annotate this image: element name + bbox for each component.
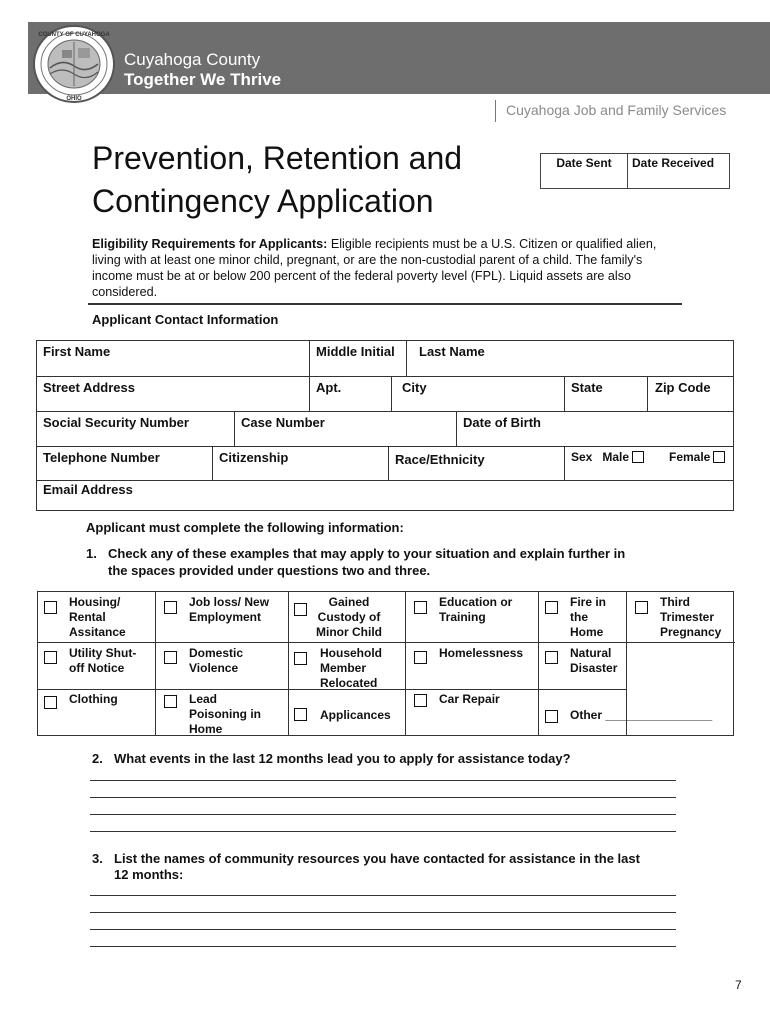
female-label: Female <box>669 450 711 464</box>
contact-row-phone <box>37 447 733 481</box>
date-of-birth-field[interactable]: Date of Birth <box>456 412 733 446</box>
eligibility-text: Eligible recipients must be a U.S. Citizen or qualified alien, living with at least one minor child, pregnant, or are the non-custodial parent of a child. The family's income must be at or below 200 percent of the federal poverty level (FPL). Liquid assets are also considered. <box>92 237 657 299</box>
seal-top-text: COUNTY OF CUYAHOGA <box>38 32 110 38</box>
education-label: Education or Training <box>439 595 513 624</box>
sex-field <box>564 447 733 480</box>
contact-info-table <box>36 340 734 511</box>
case-number-field[interactable]: Case Number <box>234 412 456 446</box>
q2-text: What events in the last 12 months lead you to apply for assistance today? <box>114 751 571 766</box>
grid-line <box>405 592 406 735</box>
race-ethnicity-field[interactable]: Race/Ethnicity <box>388 447 564 480</box>
q2-answer-line[interactable] <box>90 831 676 832</box>
telephone-field[interactable]: Telephone Number <box>43 450 160 465</box>
q2-number: 2. <box>92 751 103 766</box>
email-address-field[interactable]: Email Address <box>43 482 133 497</box>
lead-label: Lead Poisoning in Home <box>189 692 261 736</box>
car-repair-label: Car Repair <box>439 692 500 706</box>
grid-line <box>155 592 156 735</box>
female-checkbox[interactable] <box>713 451 725 463</box>
homelessness-checkbox[interactable] <box>414 651 427 664</box>
page-title-line-2: Contingency Application <box>92 183 434 219</box>
county-seal-logo <box>30 24 126 104</box>
pregnancy-checkbox[interactable] <box>635 601 648 614</box>
job-loss-checkbox[interactable] <box>164 601 177 614</box>
q1-text-line-1: Check any of these examples that may apply to your situation and explain further in <box>108 546 626 561</box>
contact-row-name <box>37 341 733 377</box>
domestic-violence-checkbox[interactable] <box>164 651 177 664</box>
utility-checkbox[interactable] <box>44 651 57 664</box>
q1-text-line-2: the spaces provided under questions two and three. <box>108 563 431 578</box>
grid-line <box>538 592 539 735</box>
grid-line <box>38 642 735 643</box>
domestic-violence-label: Domestic Violence <box>189 646 244 675</box>
seal-bottom-text: OHIO <box>66 96 82 102</box>
question-3 <box>92 851 682 883</box>
q3-answer-line[interactable] <box>90 912 676 913</box>
housing-label: Housing/ Rental Assitance <box>69 595 126 639</box>
utility-label: Utility Shut- off Notice <box>69 646 137 675</box>
clothing-checkbox[interactable] <box>44 696 57 709</box>
disaster-checkbox[interactable] <box>545 651 558 664</box>
relocated-label: Household Member Relocated <box>320 646 382 690</box>
sex-label: Sex <box>571 450 593 464</box>
org-name: Cuyahoga County <box>124 50 261 69</box>
other-checkbox[interactable] <box>545 710 558 723</box>
first-name-field[interactable]: First Name <box>43 344 111 359</box>
eligibility-label: Eligibility Requirements for Applicants: <box>92 237 328 251</box>
department-name: Cuyahoga Job and Family Services <box>506 102 727 118</box>
ssn-field[interactable]: Social Security Number <box>43 415 189 430</box>
q3-number: 3. <box>92 851 103 866</box>
middle-initial-field[interactable]: Middle Initial <box>309 341 406 376</box>
state-field[interactable]: State <box>564 377 647 411</box>
question-2 <box>92 751 571 766</box>
relocated-checkbox[interactable] <box>294 652 307 665</box>
homelessness-label: Homelessness <box>439 646 524 660</box>
grid-line <box>288 592 289 735</box>
housing-checkbox[interactable] <box>44 601 57 614</box>
q3-answer-line[interactable] <box>90 946 676 947</box>
zip-code-field[interactable]: Zip Code <box>647 377 733 411</box>
apt-field[interactable]: Apt. <box>309 377 391 411</box>
org-tagline: Together We Thrive <box>124 70 282 89</box>
city-field[interactable]: City <box>391 377 564 411</box>
pregnancy-label: Third Trimester Pregnancy <box>660 595 722 639</box>
contact-row-identity <box>37 412 733 447</box>
appliances-label: Applicances <box>320 708 391 722</box>
q1-number: 1. <box>86 546 97 561</box>
job-loss-label: Job loss/ New Employment <box>189 595 270 624</box>
contact-section-heading: Applicant Contact Information <box>92 312 279 327</box>
disaster-label: Natural Disaster <box>570 646 618 675</box>
q3-text-line-1: List the names of community resources you have contacted for assistance in the last <box>114 851 640 866</box>
street-address-field[interactable]: Street Address <box>43 380 135 395</box>
dept-divider <box>495 100 496 122</box>
q3-answer-line[interactable] <box>90 929 676 930</box>
page-number: 7 <box>735 978 742 992</box>
citizenship-field[interactable]: Citizenship <box>212 447 388 480</box>
clothing-label: Clothing <box>69 692 118 706</box>
lead-checkbox[interactable] <box>164 695 177 708</box>
fire-label: Fire in the Home <box>570 595 607 639</box>
q2-answer-line[interactable] <box>90 797 676 798</box>
office-date-boxes <box>540 153 730 189</box>
eligibility-requirements <box>92 236 682 300</box>
fire-checkbox[interactable] <box>545 601 558 614</box>
question-1 <box>86 545 686 579</box>
car-repair-checkbox[interactable] <box>414 694 427 707</box>
date-sent-field[interactable]: Date Sent <box>541 154 628 188</box>
situations-checklist <box>37 591 734 736</box>
section-divider <box>88 303 682 305</box>
page-title-line-1: Prevention, Retention and <box>92 140 463 176</box>
appliances-checkbox[interactable] <box>294 708 307 721</box>
custody-checkbox[interactable] <box>294 603 307 616</box>
male-label: Male <box>602 450 630 464</box>
q2-answer-line[interactable] <box>90 780 676 781</box>
q3-text-line-2: 12 months: <box>114 867 184 882</box>
education-checkbox[interactable] <box>414 601 427 614</box>
male-checkbox[interactable] <box>632 451 644 463</box>
q3-answer-line[interactable] <box>90 895 676 896</box>
date-received-field[interactable]: Date Received <box>632 156 715 170</box>
contact-row-address <box>37 377 733 412</box>
last-name-field[interactable]: Last Name <box>406 341 733 376</box>
custody-label: Gained Custody of Minor Child <box>316 595 382 639</box>
q2-answer-line[interactable] <box>90 814 676 815</box>
other-label: Other ________________ <box>570 708 713 722</box>
contact-row-email <box>37 481 733 510</box>
instructions-heading: Applicant must complete the following information: <box>86 520 404 535</box>
